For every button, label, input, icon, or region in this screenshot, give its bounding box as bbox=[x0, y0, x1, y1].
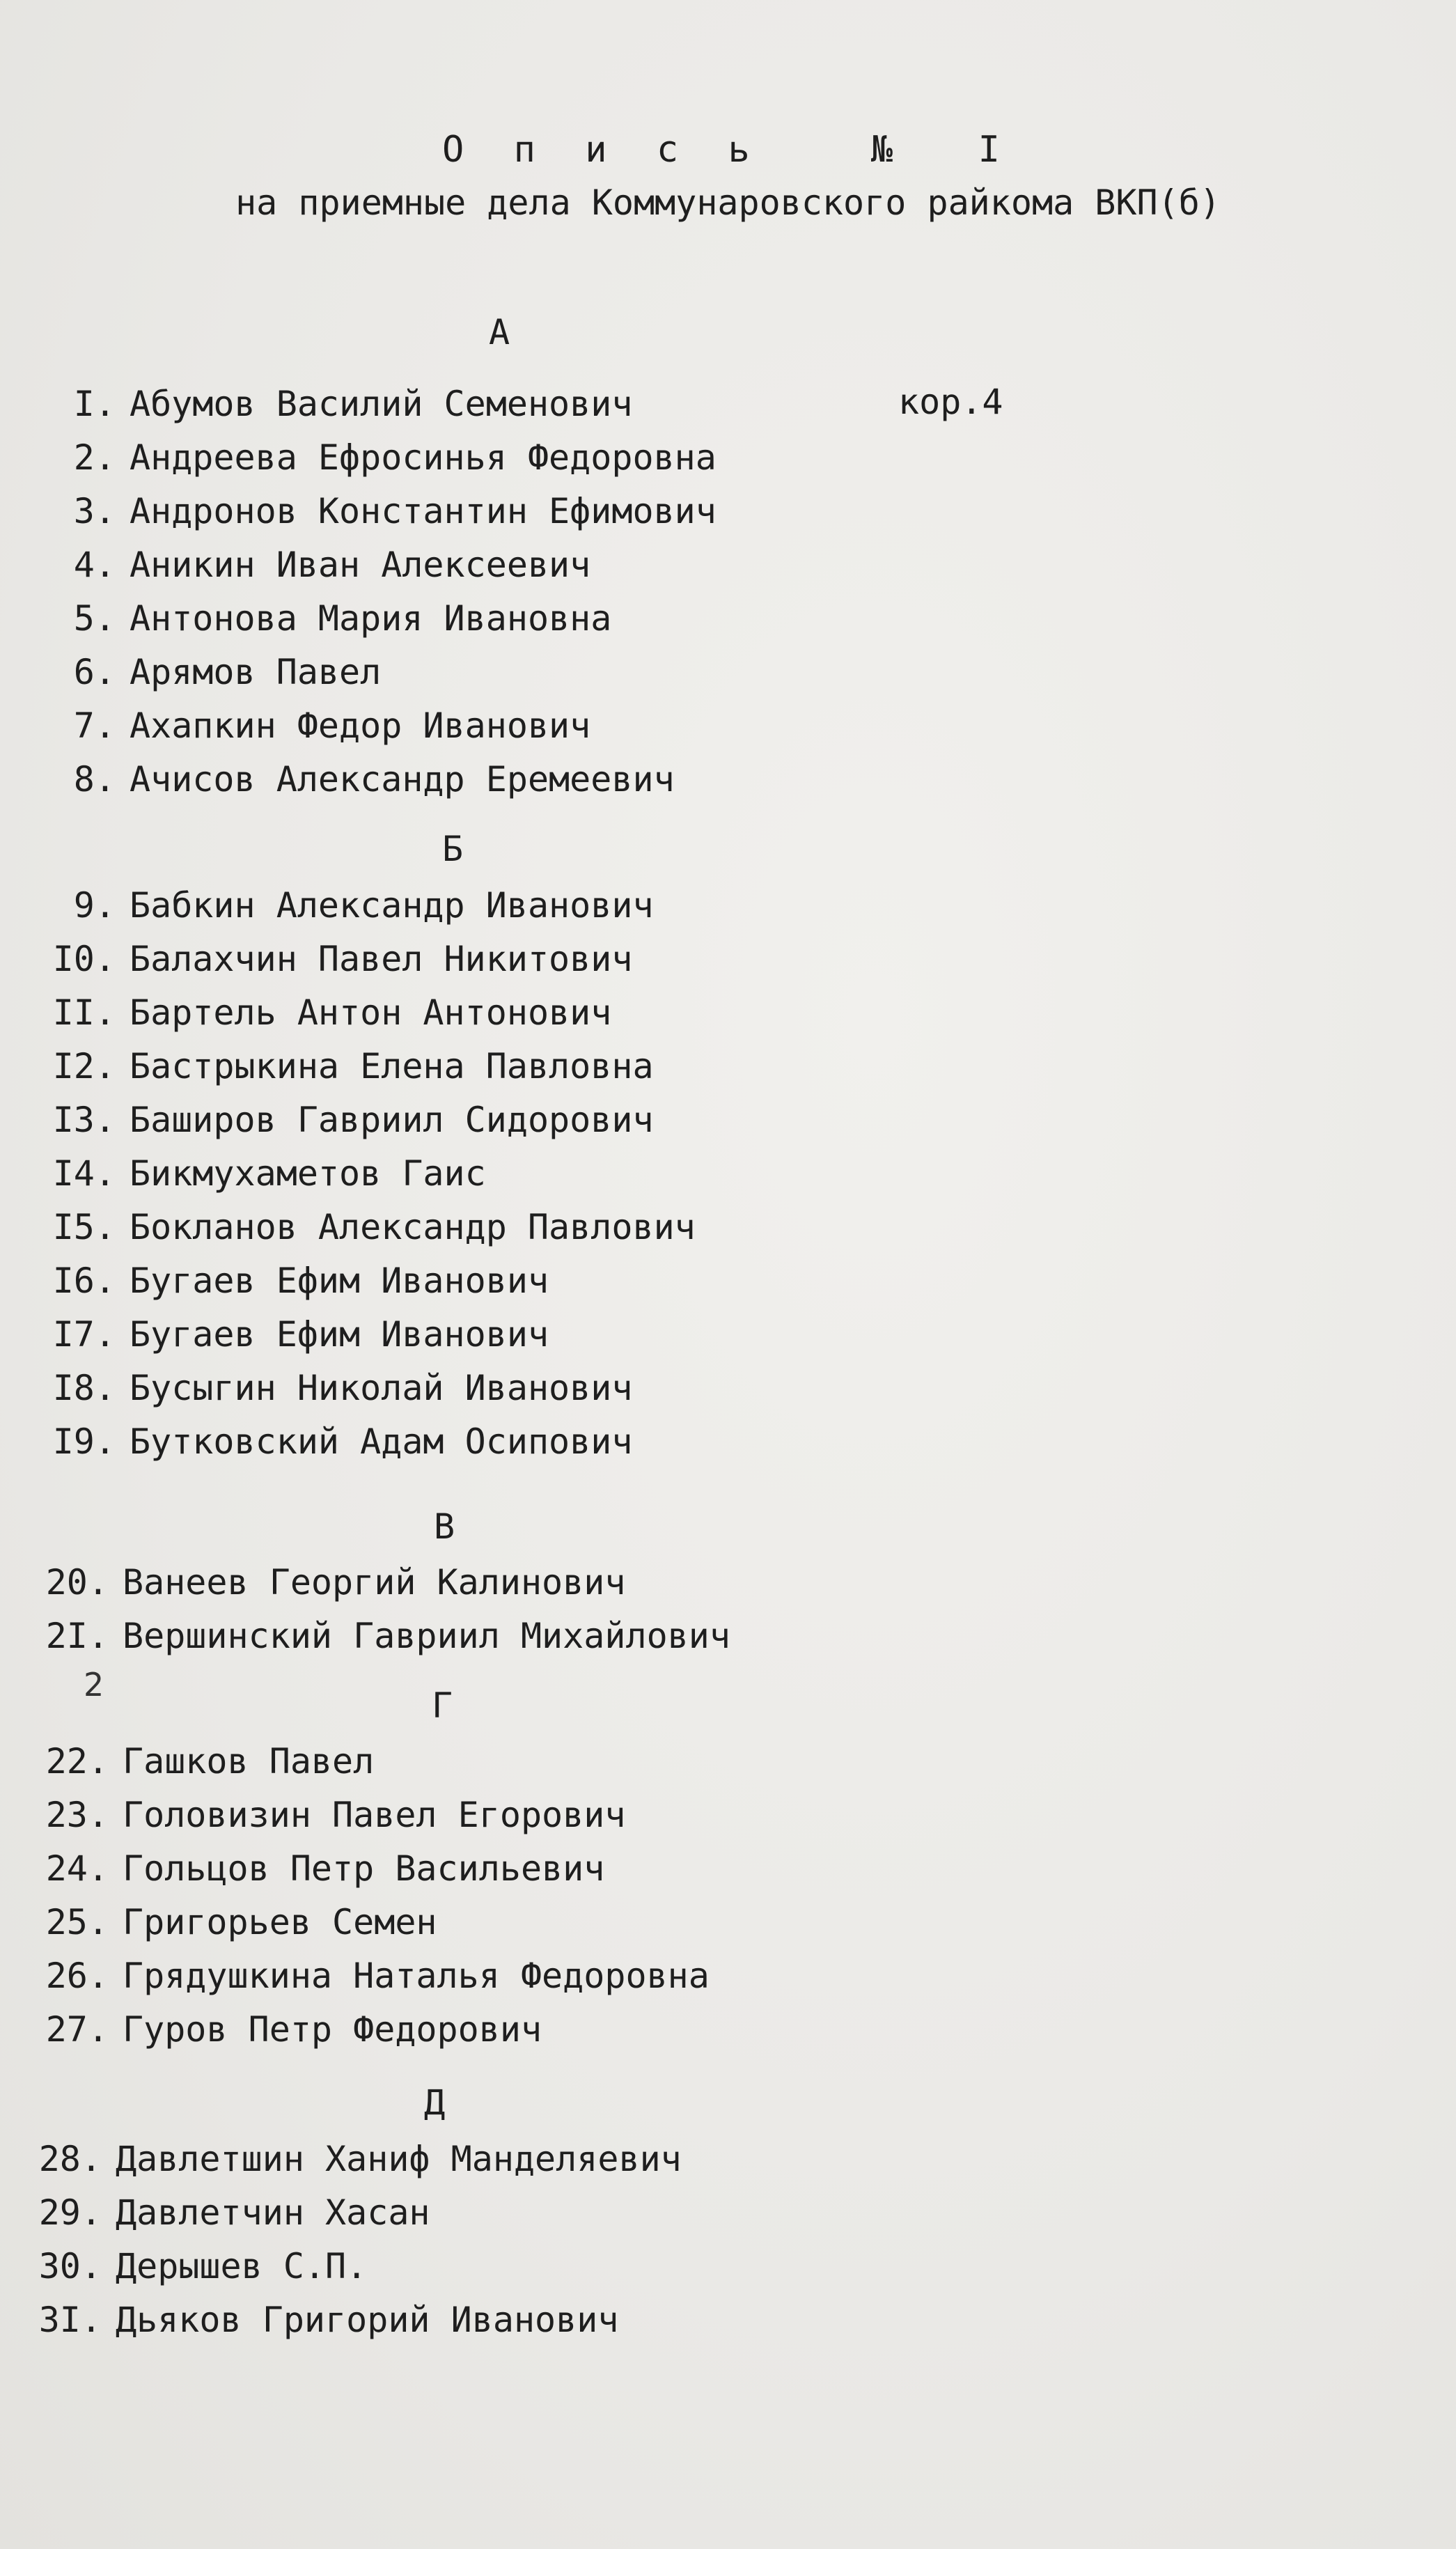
item-name: Бокланов Александр Павлович bbox=[130, 1207, 696, 1247]
item-number: II. bbox=[52, 992, 116, 1033]
list-item bbox=[14, 990, 611, 1035]
item-number: I. bbox=[73, 384, 116, 424]
list-item bbox=[14, 543, 590, 587]
section-letter: Г bbox=[431, 1685, 453, 1726]
list-item bbox=[14, 1151, 486, 1196]
item-number: 26. bbox=[45, 1956, 109, 1996]
section-letter: Д bbox=[423, 2082, 446, 2123]
item-number: I6. bbox=[52, 1261, 116, 1301]
item-name: Ачисов Александр Еремеевич bbox=[130, 759, 675, 800]
item-number: 2. bbox=[73, 437, 116, 478]
section-letter: А bbox=[488, 312, 510, 352]
list-item bbox=[7, 1739, 374, 1784]
list-item bbox=[7, 1846, 604, 1891]
item-name: Грядушкина Наталья Федоровна bbox=[123, 1956, 710, 1996]
list-item bbox=[14, 883, 654, 928]
item-number: 2I. bbox=[45, 1616, 109, 1656]
item-number: 23. bbox=[45, 1795, 109, 1835]
item-number: I5. bbox=[52, 1207, 116, 1247]
list-item bbox=[0, 2137, 682, 2181]
item-name: Гашков Павел bbox=[123, 1741, 375, 1782]
list-item bbox=[14, 1044, 654, 1089]
item-number: I3. bbox=[52, 1100, 116, 1140]
item-number: 22. bbox=[45, 1741, 109, 1782]
item-name: Бугаев Ефим Иванович bbox=[130, 1314, 549, 1355]
document-title: О п и с ь № I bbox=[442, 129, 1014, 171]
list-item bbox=[14, 1312, 549, 1357]
item-number: 4. bbox=[73, 545, 116, 585]
item-number: 9. bbox=[73, 885, 116, 926]
item-number: 27. bbox=[45, 2009, 109, 2050]
item-name: Бусыгин Николай Иванович bbox=[130, 1368, 633, 1408]
list-item bbox=[14, 1098, 654, 1142]
item-number: 29. bbox=[38, 2192, 102, 2233]
section-letter: В bbox=[433, 1506, 455, 1547]
margin-note: 2 bbox=[84, 1666, 104, 1704]
item-name: Ванеев Георгий Калинович bbox=[123, 1562, 626, 1603]
list-item bbox=[14, 650, 381, 694]
document-subtitle: на приемные дела Коммунаровского райкома ВКП(б) bbox=[235, 182, 1221, 223]
item-name: Дерышев С.П. bbox=[116, 2246, 368, 2286]
list-item bbox=[14, 489, 717, 533]
item-name: Арямов Павел bbox=[130, 652, 382, 692]
item-name: Андреева Ефросинья Федоровна bbox=[130, 437, 717, 478]
item-name: Бикмухаметов Гаис bbox=[130, 1153, 486, 1194]
item-number: I0. bbox=[52, 939, 116, 979]
list-item bbox=[14, 1366, 632, 1410]
list-item bbox=[14, 937, 632, 981]
list-item bbox=[14, 1205, 696, 1249]
item-name: Давлетшин Ханиф Манделяевич bbox=[116, 2139, 682, 2179]
item-name: Бабкин Александр Иванович bbox=[130, 885, 654, 926]
item-name: Аникин Иван Алексеевич bbox=[130, 545, 591, 585]
item-name: Бартель Антон Антонович bbox=[130, 992, 612, 1033]
item-number: 8. bbox=[73, 759, 116, 800]
item-name: Вершинский Гавриил Михайлович bbox=[123, 1616, 730, 1656]
list-item bbox=[7, 1793, 625, 1837]
list-item bbox=[0, 2244, 367, 2289]
list-item bbox=[14, 382, 632, 426]
item-number: 25. bbox=[45, 1902, 109, 1942]
item-name: Бутковский Адам Осипович bbox=[130, 1421, 633, 1462]
list-item bbox=[14, 703, 590, 748]
item-name: Гольцов Петр Васильевич bbox=[123, 1848, 605, 1889]
item-name: Григорьев Семен bbox=[123, 1902, 437, 1942]
list-item bbox=[7, 1900, 437, 1944]
list-item bbox=[14, 1258, 549, 1303]
list-item bbox=[7, 1614, 730, 1658]
box-note: кор.4 bbox=[898, 382, 1003, 422]
list-item bbox=[14, 435, 717, 480]
section-letter: Б bbox=[441, 829, 464, 869]
item-name: Баширов Гавриил Сидорович bbox=[130, 1100, 654, 1140]
list-item bbox=[0, 2298, 618, 2342]
list-item bbox=[7, 1560, 625, 1605]
item-number: 5. bbox=[73, 598, 116, 639]
item-name: Абумов Василий Семенович bbox=[130, 384, 633, 424]
item-number: I2. bbox=[52, 1046, 116, 1086]
item-name: Ахапкин Федор Иванович bbox=[130, 706, 591, 746]
list-item bbox=[0, 2190, 430, 2235]
item-number: 30. bbox=[38, 2246, 102, 2286]
item-name: Андронов Константин Ефимович bbox=[130, 491, 717, 531]
item-number: I7. bbox=[52, 1314, 116, 1355]
item-number: 24. bbox=[45, 1848, 109, 1889]
item-number: 28. bbox=[38, 2139, 102, 2179]
item-name: Давлетчин Хасан bbox=[116, 2192, 430, 2233]
item-number: 3I. bbox=[38, 2300, 102, 2340]
list-item bbox=[7, 2007, 542, 2052]
list-item bbox=[14, 1419, 632, 1464]
item-number: I8. bbox=[52, 1368, 116, 1408]
item-name: Бастрыкина Елена Павловна bbox=[130, 1046, 654, 1086]
list-item bbox=[14, 757, 675, 802]
item-number: I9. bbox=[52, 1421, 116, 1462]
item-name: Балахчин Павел Никитович bbox=[130, 939, 633, 979]
item-number: 20. bbox=[45, 1562, 109, 1603]
item-name: Гуров Петр Федорович bbox=[123, 2009, 542, 2050]
item-name: Головизин Павел Егорович bbox=[123, 1795, 626, 1835]
item-name: Антонова Мария Ивановна bbox=[130, 598, 612, 639]
item-number: 7. bbox=[73, 706, 116, 746]
item-name: Дьяков Григорий Иванович bbox=[116, 2300, 619, 2340]
list-item bbox=[7, 1954, 710, 1998]
list-item bbox=[14, 596, 611, 641]
item-number: I4. bbox=[52, 1153, 116, 1194]
item-number: 6. bbox=[73, 652, 116, 692]
item-number: 3. bbox=[73, 491, 116, 531]
item-name: Бугаев Ефим Иванович bbox=[130, 1261, 549, 1301]
